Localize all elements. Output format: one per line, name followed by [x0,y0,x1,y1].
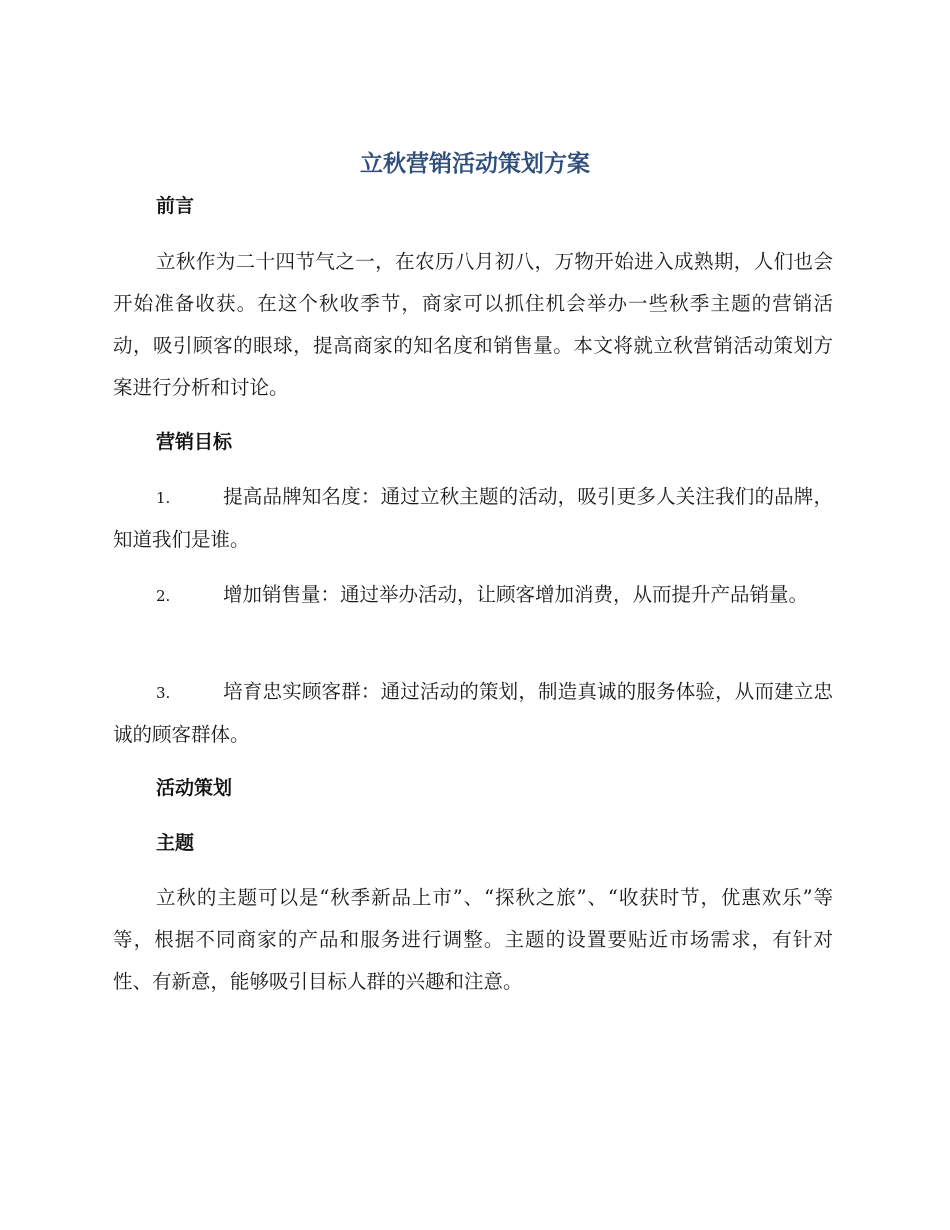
document-title: 立秋营销活动策划方案 [360,151,590,177]
goal-item-text: 培育忠实顾客群：通过活动的策划，制造真诚的服务体验，从而建立忠诚的顾客群体。 [113,680,833,746]
goal-item-3 [113,671,833,756]
planning-heading: 活动策划 [156,777,233,799]
goal-item-1 [113,476,833,561]
theme-paragraph: 立秋的主题可以是“秋季新品上市”、“探秋之旅”、“收获时节，优惠欢乐”等等，根据不同商家的产品和服务进行调整。主题的设置要贴近市场需求，有针对性、有新意，能够吸引目标人群的兴趣和注意。 [113,886,833,993]
goals-heading: 营销目标 [156,431,233,453]
goal-item-2 [113,574,833,617]
theme-heading: 主题 [156,832,195,854]
goal-item-number: 1. [156,489,171,507]
preface-paragraph: 立秋作为二十四节气之一，在农历八月初八，万物开始进入成熟期，人们也会开始准备收获。在这个秋收季节，商家可以抓住机会举办一些秋季主题的营销活动，吸引顾客的眼球，提高商家的知名度和销售量。本文将就立秋营销活动策划方案进行分析和讨论。 [113,250,833,399]
goal-item-text: 提高品牌知名度：通过立秋主题的活动，吸引更多人关注我们的品牌，知道我们是谁。 [113,485,833,551]
goal-item-number: 3. [156,684,171,702]
goal-item-number: 2. [156,587,171,605]
preface-heading: 前言 [156,195,195,217]
goal-item-text: 增加销售量：通过举办活动，让顾客增加消费，从而提升产品销量。 [223,583,809,606]
